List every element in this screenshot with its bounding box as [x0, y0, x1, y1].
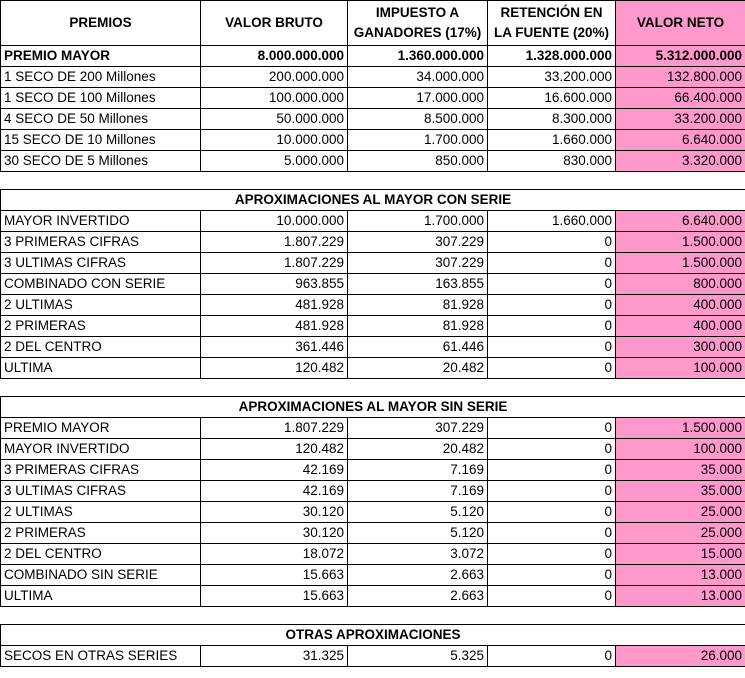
cell-valor-neto: 1.500.000: [616, 418, 745, 439]
cell-valor-bruto: 42.169: [201, 481, 348, 502]
cell-impuesto: 163.855: [348, 274, 488, 295]
cell-valor-neto: 66.400.000: [616, 88, 745, 109]
table-row: [1, 88, 745, 109]
spacer-cell: [1, 607, 201, 625]
cell-premio: 15 SECO DE 10 Millones: [1, 130, 201, 151]
cell-impuesto: 5.325: [348, 646, 488, 667]
cell-valor-neto: 1.500.000: [616, 253, 745, 274]
cell-valor-neto: 3.320.000: [616, 151, 745, 172]
cell-retencion: 0: [488, 316, 616, 337]
cell-valor-bruto: 5.000.000: [201, 151, 348, 172]
cell-retencion: 0: [488, 439, 616, 460]
cell-impuesto: 2.663: [348, 586, 488, 607]
spacer-row: [1, 172, 745, 190]
spacer-cell: [616, 607, 745, 625]
spacer-cell: [488, 607, 616, 625]
spacer-cell: [488, 379, 616, 397]
cell-valor-bruto: 30.120: [201, 523, 348, 544]
cell-retencion: 0: [488, 274, 616, 295]
cell-impuesto: 8.500.000: [348, 109, 488, 130]
cell-impuesto: 1.360.000.000: [348, 46, 488, 67]
header-retencion: RETENCIÓN EN LA FUENTE (20%): [488, 1, 616, 46]
cell-valor-neto: 100.000: [616, 439, 745, 460]
cell-valor-bruto: 100.000.000: [201, 88, 348, 109]
table-row: [1, 481, 745, 502]
table-row: [1, 109, 745, 130]
cell-valor-neto: 25.000: [616, 502, 745, 523]
header-valor-bruto: VALOR BRUTO: [201, 1, 348, 46]
table-row: [1, 565, 745, 586]
cell-retencion: 8.300.000: [488, 109, 616, 130]
cell-premio: 30 SECO DE 5 Millones: [1, 151, 201, 172]
cell-premio: 2 ULTIMAS: [1, 295, 201, 316]
table-row: [1, 502, 745, 523]
cell-impuesto: 81.928: [348, 316, 488, 337]
table-row: [1, 67, 745, 88]
cell-premio: ULTIMA: [1, 586, 201, 607]
cell-valor-neto: 15.000: [616, 544, 745, 565]
cell-impuesto: 2.663: [348, 565, 488, 586]
cell-premio: 1 SECO DE 200 Millones: [1, 67, 201, 88]
cell-valor-bruto: 50.000.000: [201, 109, 348, 130]
cell-impuesto: 5.120: [348, 523, 488, 544]
table-row: [1, 544, 745, 565]
cell-retencion: 0: [488, 502, 616, 523]
spacer-cell: [348, 172, 488, 190]
header-impuesto: IMPUESTO A GANADORES (17%): [348, 1, 488, 46]
cell-valor-bruto: 31.325: [201, 646, 348, 667]
cell-impuesto: 20.482: [348, 358, 488, 379]
cell-valor-bruto: 15.663: [201, 586, 348, 607]
cell-premio: COMBINADO SIN SERIE: [1, 565, 201, 586]
cell-impuesto: 20.482: [348, 439, 488, 460]
table-row: [1, 274, 745, 295]
cell-valor-neto: 35.000: [616, 481, 745, 502]
cell-retencion: 0: [488, 460, 616, 481]
spacer-cell: [616, 379, 745, 397]
cell-premio: 3 ULTIMAS CIFRAS: [1, 253, 201, 274]
cell-premio: 1 SECO DE 100 Millones: [1, 88, 201, 109]
prize-table-body: [1, 1, 745, 667]
cell-valor-neto: 6.640.000: [616, 130, 745, 151]
table-row: [1, 46, 745, 67]
cell-valor-neto: 33.200.000: [616, 109, 745, 130]
table-row: [1, 232, 745, 253]
table-row: [1, 523, 745, 544]
cell-impuesto: 307.229: [348, 232, 488, 253]
spacer-cell: [201, 172, 348, 190]
cell-valor-bruto: 1.807.229: [201, 253, 348, 274]
cell-retencion: 0: [488, 232, 616, 253]
cell-valor-neto: 1.500.000: [616, 232, 745, 253]
cell-impuesto: 850.000: [348, 151, 488, 172]
cell-valor-neto: 100.000: [616, 358, 745, 379]
table-row: [1, 358, 745, 379]
cell-valor-bruto: 481.928: [201, 295, 348, 316]
cell-valor-neto: 6.640.000: [616, 211, 745, 232]
cell-retencion: 0: [488, 337, 616, 358]
cell-valor-neto: 26.000: [616, 646, 745, 667]
header-row: [1, 1, 745, 46]
cell-valor-neto: 400.000: [616, 295, 745, 316]
section-title: APROXIMACIONES AL MAYOR CON SERIE: [1, 190, 745, 211]
cell-impuesto: 7.169: [348, 481, 488, 502]
cell-retencion: 0: [488, 523, 616, 544]
cell-valor-bruto: 361.446: [201, 337, 348, 358]
table-row: [1, 151, 745, 172]
cell-retencion: 0: [488, 586, 616, 607]
cell-valor-bruto: 120.482: [201, 358, 348, 379]
cell-premio: MAYOR INVERTIDO: [1, 211, 201, 232]
cell-valor-bruto: 481.928: [201, 316, 348, 337]
cell-retencion: 16.600.000: [488, 88, 616, 109]
table-row: [1, 211, 745, 232]
cell-retencion: 0: [488, 646, 616, 667]
cell-valor-neto: 800.000: [616, 274, 745, 295]
cell-impuesto: 307.229: [348, 418, 488, 439]
table-row: [1, 646, 745, 667]
cell-impuesto: 5.120: [348, 502, 488, 523]
spacer-row: [1, 379, 745, 397]
cell-premio: 2 PRIMERAS: [1, 523, 201, 544]
spacer-cell: [488, 172, 616, 190]
cell-premio: 2 PRIMERAS: [1, 316, 201, 337]
cell-premio: 3 ULTIMAS CIFRAS: [1, 481, 201, 502]
cell-premio: SECOS EN OTRAS SERIES: [1, 646, 201, 667]
table-row: [1, 439, 745, 460]
table-row: [1, 586, 745, 607]
cell-valor-neto: 300.000: [616, 337, 745, 358]
spacer-cell: [201, 379, 348, 397]
cell-valor-bruto: 30.120: [201, 502, 348, 523]
spacer-row: [1, 607, 745, 625]
table-row: [1, 295, 745, 316]
table-row: [1, 130, 745, 151]
cell-impuesto: 61.446: [348, 337, 488, 358]
cell-retencion: 33.200.000: [488, 67, 616, 88]
cell-valor-bruto: 18.072: [201, 544, 348, 565]
cell-premio: MAYOR INVERTIDO: [1, 439, 201, 460]
section-title: APROXIMACIONES AL MAYOR SIN SERIE: [1, 397, 745, 418]
cell-valor-neto: 35.000: [616, 460, 745, 481]
cell-retencion: 830.000: [488, 151, 616, 172]
table-row: [1, 460, 745, 481]
spacer-cell: [348, 607, 488, 625]
cell-retencion: 0: [488, 565, 616, 586]
cell-valor-bruto: 8.000.000.000: [201, 46, 348, 67]
table-row: [1, 316, 745, 337]
section-title-row: [1, 397, 745, 418]
cell-valor-bruto: 15.663: [201, 565, 348, 586]
cell-impuesto: 307.229: [348, 253, 488, 274]
cell-valor-bruto: 10.000.000: [201, 130, 348, 151]
cell-retencion: 1.660.000: [488, 130, 616, 151]
cell-retencion: 0: [488, 481, 616, 502]
cell-valor-bruto: 200.000.000: [201, 67, 348, 88]
cell-valor-neto: 5.312.000.000: [616, 46, 745, 67]
cell-retencion: 1.328.000.000: [488, 46, 616, 67]
cell-impuesto: 1.700.000: [348, 211, 488, 232]
cell-valor-bruto: 1.807.229: [201, 418, 348, 439]
cell-premio: 3 PRIMERAS CIFRAS: [1, 232, 201, 253]
section-title-row: [1, 190, 745, 211]
cell-retencion: 0: [488, 253, 616, 274]
header-premios: PREMIOS: [1, 1, 201, 46]
cell-premio: COMBINADO CON SERIE: [1, 274, 201, 295]
cell-valor-bruto: 963.855: [201, 274, 348, 295]
cell-impuesto: 81.928: [348, 295, 488, 316]
cell-premio: 3 PRIMERAS CIFRAS: [1, 460, 201, 481]
spacer-cell: [348, 379, 488, 397]
cell-retencion: 0: [488, 295, 616, 316]
cell-valor-neto: 13.000: [616, 565, 745, 586]
spacer-cell: [1, 379, 201, 397]
cell-valor-bruto: 42.169: [201, 460, 348, 481]
cell-valor-neto: 13.000: [616, 586, 745, 607]
table-row: [1, 253, 745, 274]
cell-retencion: 0: [488, 358, 616, 379]
cell-valor-neto: 132.800.000: [616, 67, 745, 88]
cell-retencion: 0: [488, 418, 616, 439]
cell-premio: 2 DEL CENTRO: [1, 337, 201, 358]
cell-valor-bruto: 1.807.229: [201, 232, 348, 253]
spacer-cell: [201, 607, 348, 625]
cell-valor-bruto: 120.482: [201, 439, 348, 460]
spacer-cell: [616, 172, 745, 190]
cell-valor-neto: 400.000: [616, 316, 745, 337]
header-valor-neto: VALOR NETO: [616, 1, 745, 46]
cell-retencion: 1.660.000: [488, 211, 616, 232]
cell-impuesto: 34.000.000: [348, 67, 488, 88]
cell-valor-bruto: 10.000.000: [201, 211, 348, 232]
cell-premio: 4 SECO DE 50 Millones: [1, 109, 201, 130]
cell-premio: PREMIO MAYOR: [1, 418, 201, 439]
cell-premio: 2 ULTIMAS: [1, 502, 201, 523]
table-row: [1, 418, 745, 439]
cell-retencion: 0: [488, 544, 616, 565]
cell-impuesto: 1.700.000: [348, 130, 488, 151]
cell-impuesto: 7.169: [348, 460, 488, 481]
section-title-row: [1, 625, 745, 646]
cell-impuesto: 3.072: [348, 544, 488, 565]
section-title: OTRAS APROXIMACIONES: [1, 625, 745, 646]
cell-premio: PREMIO MAYOR: [1, 46, 201, 67]
cell-premio: 2 DEL CENTRO: [1, 544, 201, 565]
table-row: [1, 337, 745, 358]
cell-impuesto: 17.000.000: [348, 88, 488, 109]
cell-valor-neto: 25.000: [616, 523, 745, 544]
spacer-cell: [1, 172, 201, 190]
cell-premio: ULTIMA: [1, 358, 201, 379]
